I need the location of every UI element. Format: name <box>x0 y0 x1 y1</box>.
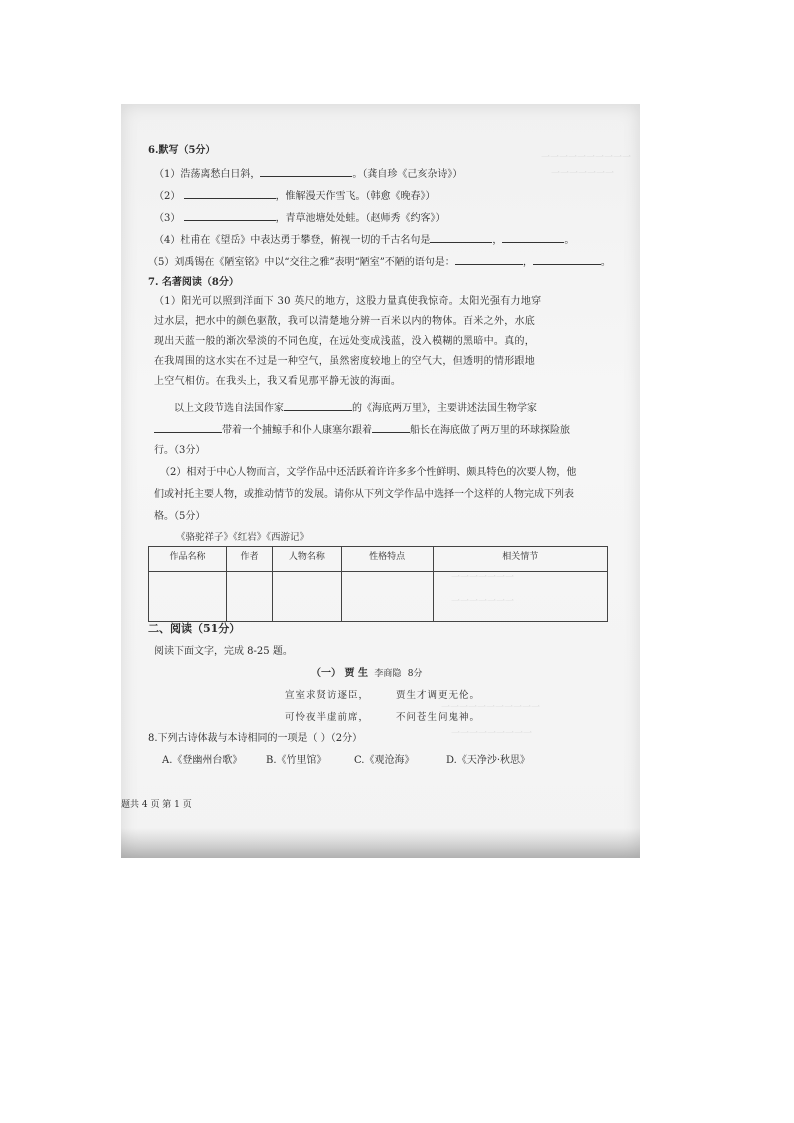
period: 。 <box>564 235 575 246</box>
q8-option-b[interactable]: B.《竹里馆》 <box>266 755 327 766</box>
q6-line-1 <box>154 166 462 182</box>
q6-line-3-post: ，青草池塘处处蛙。（赵师秀《约客》） <box>275 213 446 224</box>
q6-line-1-post: 。（龚自珍《己亥杂诗》） <box>352 169 463 180</box>
header-character: 人物名称 <box>272 547 341 572</box>
poem-line-2b: 不问苍生问鬼神。 <box>396 712 481 723</box>
q7-1-text-b: 的《海底两万里》，主要讲述法国生物学家 <box>352 403 537 414</box>
poem-title: （一） 贾 生 <box>311 668 368 679</box>
q6-line-4 <box>154 232 574 248</box>
q8-stem: 8.下列古诗体裁与本诗相同的一项是（ ）（2分） <box>148 733 363 744</box>
answer-blank[interactable] <box>184 188 276 199</box>
period: 。 <box>600 257 611 268</box>
header-traits: 性格特点 <box>341 547 433 572</box>
poem-author: 李商隐 <box>374 669 402 679</box>
q7-1-question-line-2 <box>154 422 570 438</box>
answer-blank[interactable] <box>154 422 222 433</box>
q6-line-3 <box>154 210 446 226</box>
passage-line: 过水层，把水中的颜色驱散，我可以清楚地分辨一百米以内的物体。百米之外，水底 <box>154 316 536 327</box>
answer-blank[interactable] <box>455 254 523 265</box>
q7-2-line-1: （2）相对于中心人物而言，文学作品中还活跃着许许多多个性鲜明、颇具特色的次要人物，他 <box>160 467 577 478</box>
q8-option-a[interactable]: A.《登幽州台歌》 <box>162 755 243 766</box>
answer-blank[interactable] <box>533 254 601 265</box>
answer-blank[interactable] <box>372 422 410 433</box>
character-table <box>148 546 608 622</box>
table-row <box>149 572 608 622</box>
poem-line-2a: 可怜夜半虚前席， <box>285 712 370 723</box>
poem-line-1a: 宣室求贤访逐臣， <box>285 690 370 701</box>
q7-title: 7. 名著阅读（8分） <box>148 277 239 288</box>
cell-traits[interactable] <box>341 572 433 622</box>
q6-line-3-pre: （3） <box>154 213 181 224</box>
q6-title: 6.默写（5分） <box>148 145 216 156</box>
table-header-row <box>149 547 608 572</box>
q8-option-d[interactable]: D.《天净沙·秋思》 <box>446 755 531 766</box>
header-author: 作者 <box>227 547 273 572</box>
answer-blank[interactable] <box>502 232 564 243</box>
answer-blank[interactable] <box>184 210 276 221</box>
book-list: 《骆驼祥子》《红岩》《西游记》 <box>176 532 310 543</box>
passage-line: （1）阳光可以照到洋面下 30 英尺的地方，这股力量真使我惊奇。太阳光强有力地穿 <box>154 296 542 307</box>
q7-passage <box>154 292 624 392</box>
comma: ， <box>492 235 503 246</box>
reading-instruction: 阅读下面文字，完成 8-25 题。 <box>154 646 293 657</box>
passage-line: 上空气相仿。在我头上，我又看见那平静无波的海面。 <box>154 376 402 387</box>
q7-1-text-c: 带着一个捕鲸手和仆人康塞尔跟着 <box>222 425 372 436</box>
q6-line-2-pre: （2） <box>154 191 181 202</box>
q7-2-line-2: 们或衬托主要人物，或推动情节的发展。请你从下列文学作品中选择一个这样的人物完成下列表 <box>154 489 574 500</box>
exam-photo: 一一一一一一一一一一 一一一一一一一 一一一一一一一 一一一一一一一 一一一一一一一一一一一 一一一一一一一一一 6.默写（5分） （1）浩荡离愁白日斜， 。（龚自珍《己亥杂诗》） （2） ，惟解漫天作雪飞。（韩愈《晚春》） （3） ，青草池塘处处蛙。（赵师秀《约客》） （4）杜甫在《望岳》中表达勇于攀登，俯视一切的千古名句是 ， 。 （5）刘禹锡在《陋室铭》中以“交往之雅”表明“陋室”不陋的语句是： ， 。 7. 名著阅读（8分） （1）阳光可以照到洋面下 30 英尺的地方，这股力量真使我惊奇。太阳光强有力地穿 过水层，把水中的颜色驱散，我可以清楚地分辨一百米以内的物体。百米之外，水底 现出天蓝一般的渐次晕淡的不同色度，在远处变成浅蓝，没入模糊的黑暗中。真的， 在我周围的这水实在不过是一种空气，虽然密度较地上的空气大，但透明的情形跟地 上空气相仿。在我头上，我又看见那平静无波的海面。 以上文段节选自法国作家 的《海底两万里》，主要讲述法国生物学家 带着一个捕鲸手和仆人康塞尔跟着 船长在海底做了两万里的环球探险旅 行。（3分） （2）相对于中心人物而言，文学作品中还活跃着许许多多个性鲜明、颇具特色的次要人物，他 们或衬托主要人物，或推动情节的发展。请你从下列文学作品中选择一个这样的人物完成下列表 格。（5分） 《骆驼祥子》《红岩》《西游记》 作品名称 作者 人物名称 性格特点 相关情节 二、阅读（51分） 阅读下面文字，完成 8-25 题。 （一） 贾 生 李商隐 8分 宣室求贤访逐臣， 贾生才调更无伦。 可怜夜半虚前席， 不问苍生问鬼神。 8.下列古诗体裁与本诗相同的一项是（ ）（2分） A.《登幽州台歌》 B.《竹里馆》 C.《观沧海》 D.《天净沙·秋思》 题共 4 页 第 1 页 <box>121 104 640 858</box>
header-work: 作品名称 <box>149 547 227 572</box>
q7-1-question-line-1 <box>174 400 537 416</box>
page-footer: 题共 4 页 第 1 页 <box>121 800 192 810</box>
q6-line-5 <box>148 254 611 270</box>
q7-1-score: 行。（3分） <box>154 445 206 456</box>
q6-line-5-text: （5）刘禹锡在《陋室铭》中以“交往之雅”表明“陋室”不陋的语句是： <box>148 257 455 268</box>
answer-blank[interactable] <box>260 166 352 177</box>
cell-character[interactable] <box>272 572 341 622</box>
cell-work[interactable] <box>149 572 227 622</box>
q6-line-2-post: ，惟解漫天作雪飞。（韩愈《晚春》） <box>275 191 436 202</box>
comma: ， <box>522 257 533 268</box>
section-heading: 二、阅读（51分） <box>148 622 241 635</box>
passage-line: 现出天蓝一般的渐次晕淡的不同色度，在远处变成浅蓝，没入模糊的黑暗中。真的， <box>154 336 536 347</box>
q7-1-text-a: 以上文段节选自法国作家 <box>174 403 284 414</box>
cell-author[interactable] <box>227 572 273 622</box>
q6-line-2 <box>154 188 436 204</box>
q8-option-c[interactable]: C.《观沧海》 <box>354 755 415 766</box>
poem-heading <box>311 667 422 681</box>
photo-shadow <box>121 828 640 858</box>
answer-blank[interactable] <box>430 232 492 243</box>
cell-plot[interactable] <box>433 572 607 622</box>
poem-score: 8分 <box>407 669 423 679</box>
q6-line-4-text: （4）杜甫在《望岳》中表达勇于攀登，俯视一切的千古名句是 <box>154 235 431 246</box>
q6-line-1-pre: （1）浩荡离愁白日斜， <box>154 169 261 180</box>
poem-line-1b: 贾生才调更无伦。 <box>396 690 481 701</box>
header-plot: 相关情节 <box>433 547 607 572</box>
q7-2-line-3: 格。（5分） <box>154 511 206 522</box>
passage-line: 在我周围的这水实在不过是一种空气，虽然密度较地上的空气大，但透明的情形跟地 <box>154 356 536 367</box>
q7-1-text-d: 船长在海底做了两万里的环球探险旅 <box>410 425 570 436</box>
answer-blank[interactable] <box>284 400 352 411</box>
